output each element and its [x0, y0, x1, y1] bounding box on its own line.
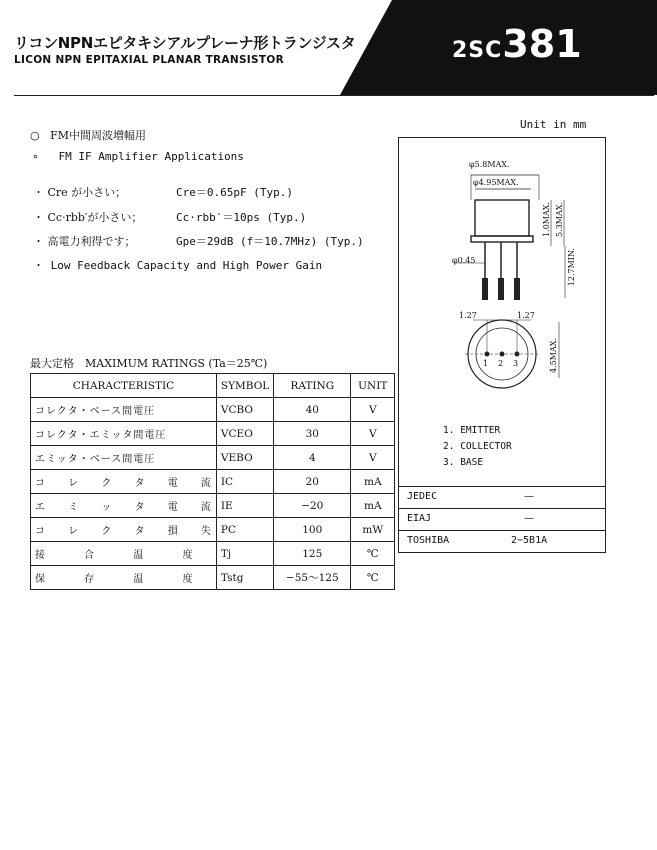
- header-unit: UNIT: [351, 374, 395, 398]
- pin-legend-name: COLLECTOR: [460, 441, 512, 452]
- pin-legend-number: 3.: [443, 457, 455, 468]
- cell-symbol: Tj: [216, 542, 273, 566]
- table-row: [31, 494, 395, 518]
- dim-pitch-right: 1.27: [517, 311, 535, 320]
- feature-bullet: ・: [33, 259, 44, 272]
- feature-left: Cc·rbb′が小さい；: [47, 211, 143, 224]
- dim-body-height: 1.0MAX.: [542, 202, 551, 237]
- standard-name: TOSHIBA: [407, 535, 450, 546]
- cell-characteristic: コ レ ク タ 電 流: [31, 470, 217, 494]
- application-jp-text: FM中間周波増幅用: [50, 129, 147, 142]
- standard-value: 2−5B1A: [511, 535, 548, 546]
- cell-characteristic: コレクタ・ベース間電圧: [31, 398, 217, 422]
- title-japanese: リコンNPNエピタキシアルプレーナ形トランジスタ: [14, 34, 356, 52]
- cell-rating: 20: [274, 470, 351, 494]
- feature-row: [33, 209, 142, 225]
- pin-legend-item: [443, 425, 500, 436]
- pin-legend-item: [443, 441, 512, 452]
- cell-characteristic: 接 合 温 度: [31, 542, 217, 566]
- cell-characteristic: コ レ ク タ 損 失: [31, 518, 217, 542]
- cell-unit: ℃: [351, 542, 395, 566]
- feature-value: Gpe＝29dB (f＝10.7MHz) (Typ.): [176, 235, 364, 248]
- pin-legend-item: [443, 457, 483, 468]
- cell-unit: V: [351, 398, 395, 422]
- feature-row: [33, 184, 126, 200]
- table-row: [31, 518, 395, 542]
- cell-unit: V: [351, 446, 395, 470]
- cell-symbol: VEBO: [216, 446, 273, 470]
- cell-unit: V: [351, 422, 395, 446]
- cell-characteristic: エ ミ ッ タ 電 流: [31, 494, 217, 518]
- title-english: LICON NPN EPITAXIAL PLANAR TRANSISTOR: [14, 54, 284, 66]
- standard-value: —: [524, 513, 534, 524]
- cell-characteristic: 保 存 温 度: [31, 566, 217, 590]
- application-en: [32, 150, 244, 163]
- ratings-title: 最大定格 MAXIMUM RATINGS (Ta＝25℃): [30, 357, 268, 370]
- pin-legend-number: 2.: [443, 441, 455, 452]
- standard-name: JEDEC: [407, 491, 438, 502]
- cell-symbol: VCEO: [216, 422, 273, 446]
- header-characteristic: CHARACTERISTIC: [31, 374, 217, 398]
- table-header-row: [31, 374, 395, 398]
- cell-rating: 30: [274, 422, 351, 446]
- feature-left: Cre が小さい；: [47, 186, 127, 199]
- header-symbol: SYMBOL: [216, 374, 273, 398]
- table-row: [31, 398, 395, 422]
- dim-lead-diameter: φ0.45: [452, 256, 476, 265]
- standard-row-jedec: [399, 486, 605, 509]
- unit-note: Unit in mm: [520, 118, 587, 131]
- dim-outer-diameter: φ5.8MAX.: [469, 160, 510, 169]
- cell-symbol: VCBO: [216, 398, 273, 422]
- bullet-small: ∘: [32, 150, 39, 163]
- cell-rating: 125: [274, 542, 351, 566]
- pin-label: 1: [483, 359, 489, 368]
- standard-row-toshiba: [399, 530, 605, 553]
- dim-total-height: 5.3MAX.: [555, 202, 564, 237]
- table-row: [31, 446, 395, 470]
- header-rating: RATING: [274, 374, 351, 398]
- pin-label: 3: [513, 359, 519, 368]
- cell-characteristic: コレクタ・エミッタ間電圧: [31, 422, 217, 446]
- cell-unit: mA: [351, 470, 395, 494]
- part-digits: 381: [502, 22, 582, 66]
- table-row: [31, 422, 395, 446]
- cell-unit: ℃: [351, 566, 395, 590]
- package-panel: [398, 137, 606, 553]
- feature-value: Cre＝0.65pF (Typ.): [176, 186, 293, 199]
- application-jp: [30, 127, 146, 143]
- part-number: [452, 22, 582, 66]
- pin-legend-name: BASE: [460, 457, 484, 468]
- ratings-table: [30, 373, 395, 590]
- cell-symbol: PC: [216, 518, 273, 542]
- feature-left: Low Feedback Capacity and High Power Gain: [50, 259, 323, 272]
- standard-value: —: [524, 491, 534, 502]
- feature-bullet: ・: [33, 186, 44, 199]
- cell-rating: 40: [274, 398, 351, 422]
- feature-left: 高電力利得です；: [47, 235, 136, 248]
- dim-inner-diameter: φ4.95MAX.: [473, 178, 519, 187]
- table-row: [31, 470, 395, 494]
- standard-name: EIAJ: [407, 513, 432, 524]
- dim-bottom-height: 4.5MAX.: [549, 338, 558, 373]
- cell-rating: −55～125: [274, 566, 351, 590]
- feature-value: Cc·rbb′＝10ps (Typ.): [176, 211, 307, 224]
- cell-rating: 4: [274, 446, 351, 470]
- cell-unit: mA: [351, 494, 395, 518]
- cell-rating: −20: [274, 494, 351, 518]
- part-prefix: 2SC: [452, 38, 503, 63]
- table-row: [31, 566, 395, 590]
- application-en-text: FM IF Amplifier Applications: [58, 150, 244, 163]
- table-row: [31, 542, 395, 566]
- feature-row: [33, 233, 136, 249]
- dim-pitch-left: 1.27: [459, 311, 477, 320]
- feature-bullet: ・: [33, 211, 44, 224]
- dim-lead-length: 12.7MIN.: [567, 248, 576, 287]
- pin-label: 2: [498, 359, 504, 368]
- cell-symbol: IE: [216, 494, 273, 518]
- standard-row-eiaj: [399, 508, 605, 531]
- header-rule: [14, 95, 654, 96]
- pin-legend-name: EMITTER: [460, 425, 501, 436]
- cell-symbol: IC: [216, 470, 273, 494]
- cell-characteristic: エミッタ・ベース間電圧: [31, 446, 217, 470]
- cell-unit: mW: [351, 518, 395, 542]
- pin-legend-number: 1.: [443, 425, 455, 436]
- cell-symbol: Tstg: [216, 566, 273, 590]
- cell-rating: 100: [274, 518, 351, 542]
- feature-row: [33, 257, 322, 273]
- bullet-circle: ○: [30, 129, 40, 142]
- feature-bullet: ・: [33, 235, 44, 248]
